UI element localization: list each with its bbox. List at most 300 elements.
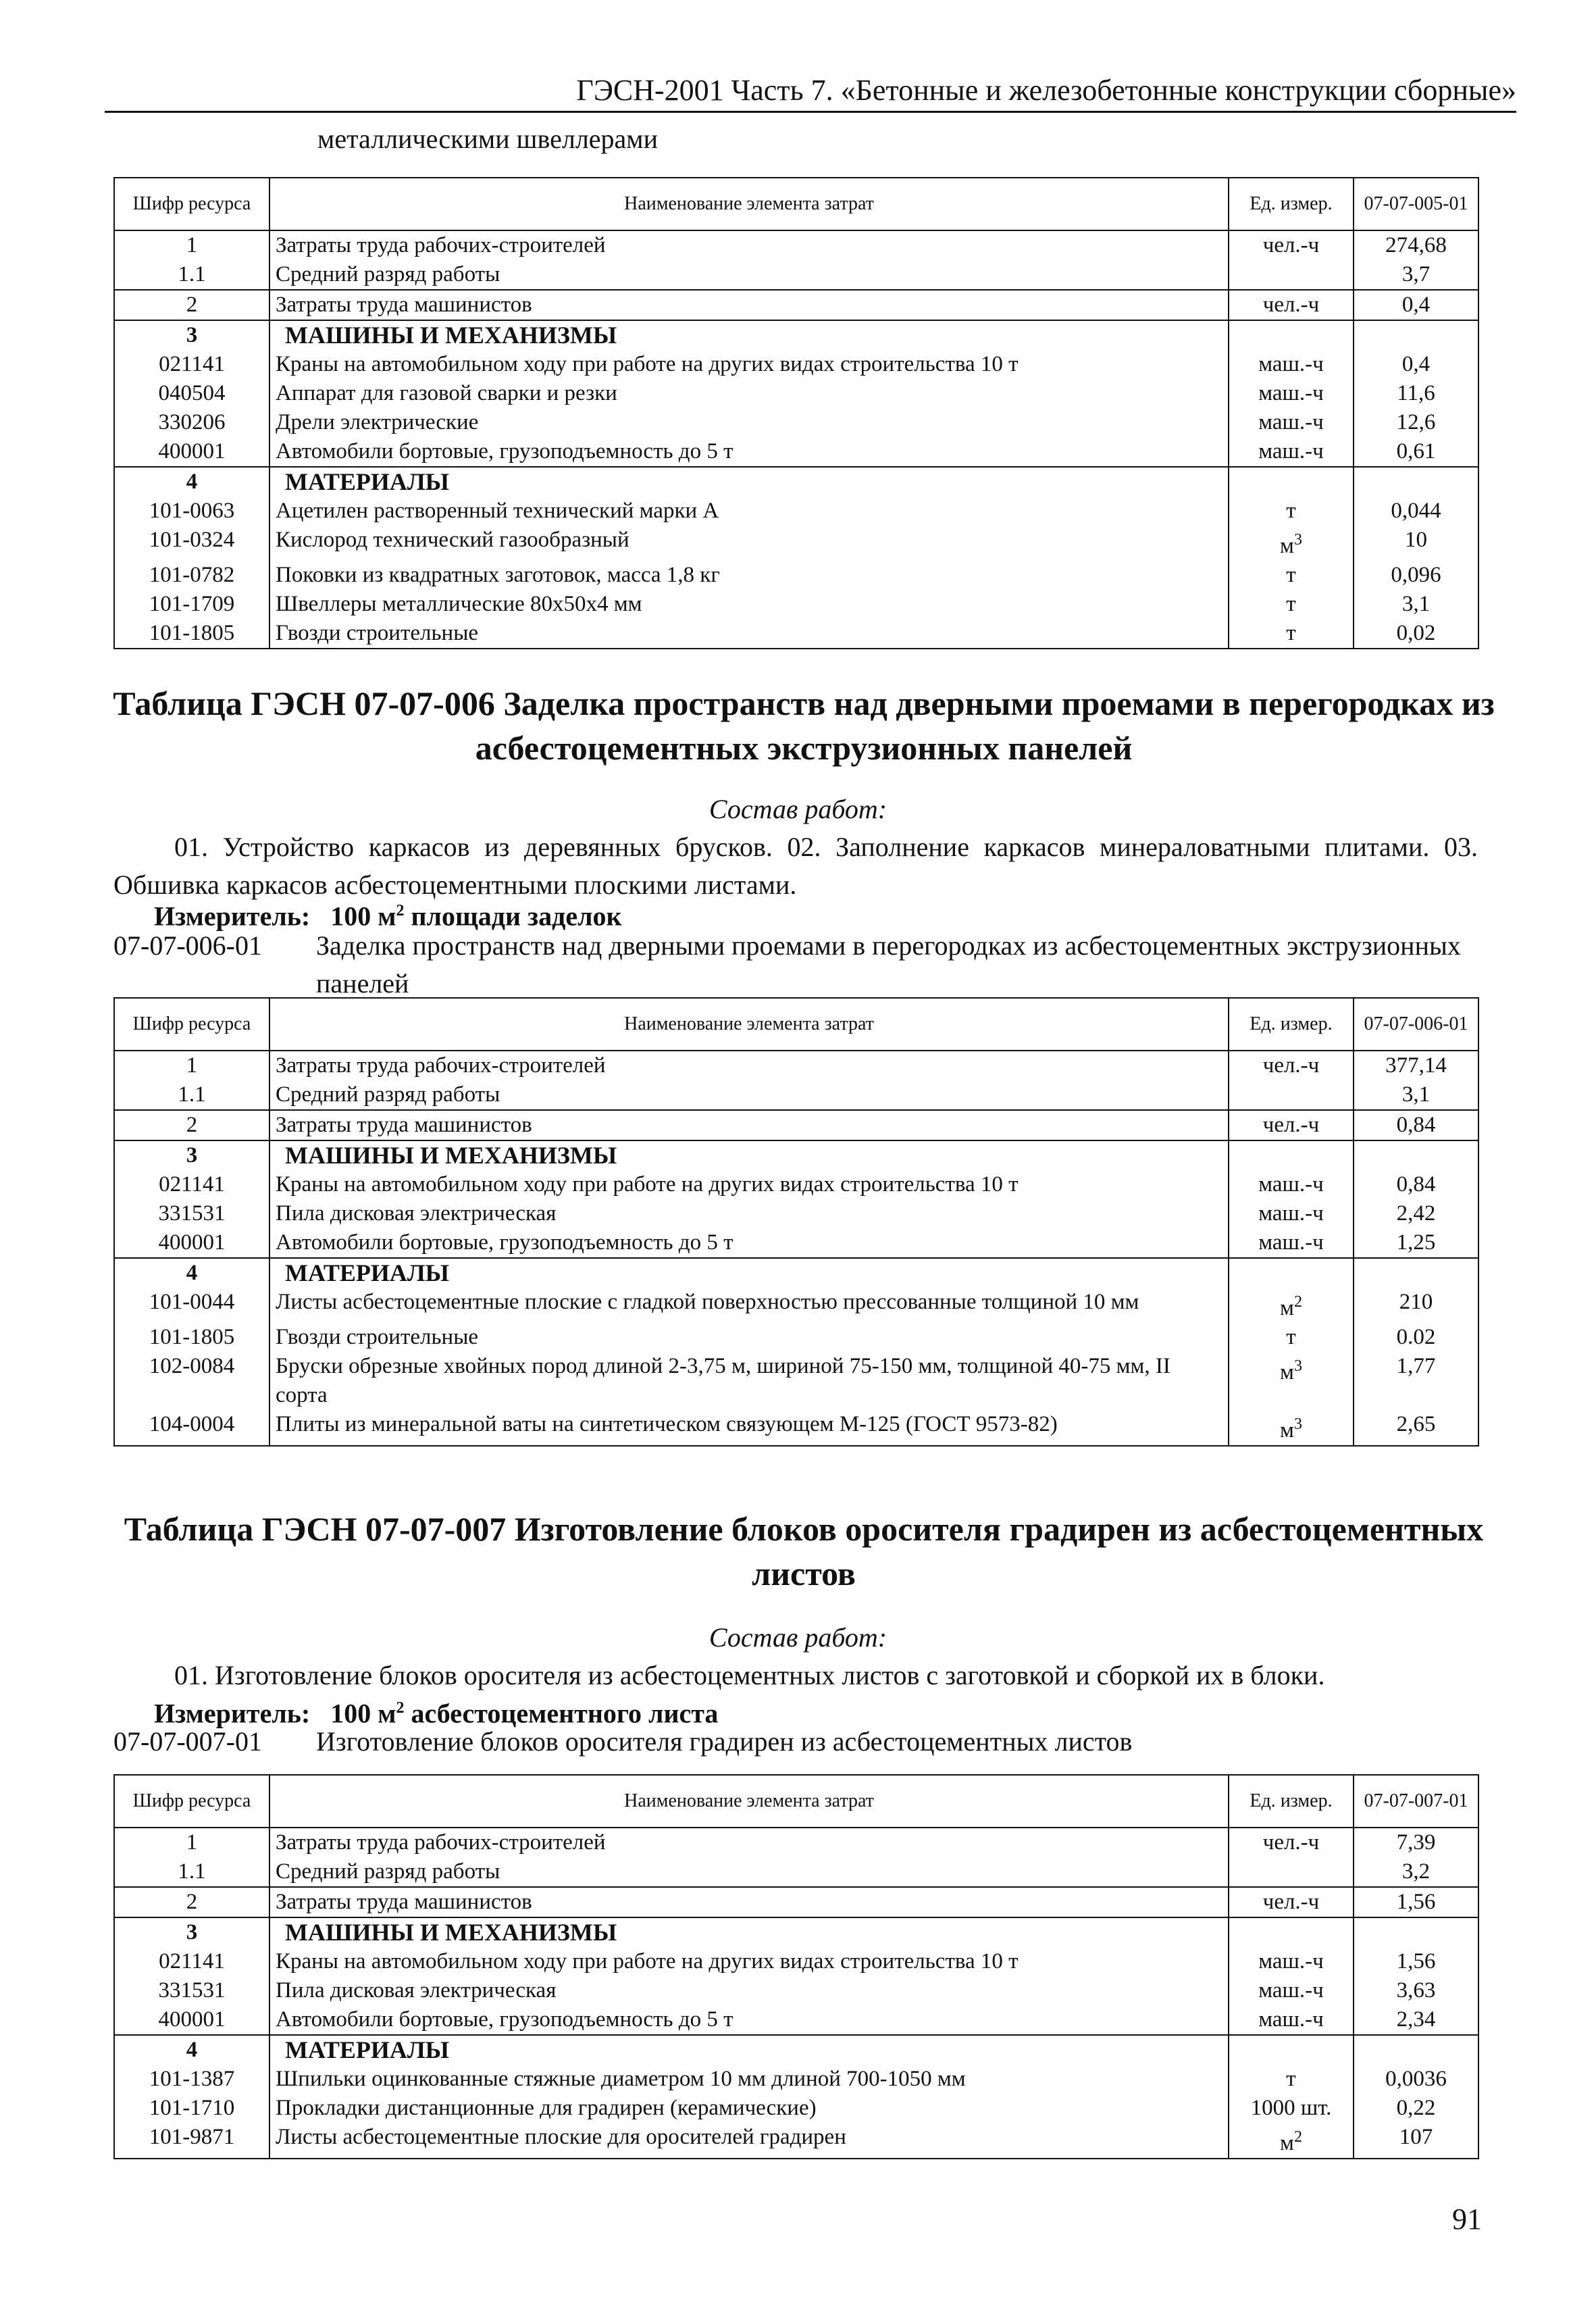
cell-unit bbox=[1229, 1288, 1354, 1323]
cell-name-text: МАТЕРИАЛЫ bbox=[285, 1259, 449, 1286]
cell-name bbox=[269, 561, 1229, 590]
section-title-07-07-006 bbox=[95, 681, 1513, 770]
cell-value bbox=[1354, 2094, 1478, 2123]
cell-value-text: 3,1 bbox=[1401, 592, 1431, 616]
resource-table-07-07-007 bbox=[113, 1774, 1479, 2159]
cell-code bbox=[114, 437, 269, 467]
cell-unit bbox=[1229, 2123, 1354, 2159]
unit-exponent: 2 bbox=[1293, 2128, 1302, 2146]
table-row bbox=[114, 2094, 1478, 2123]
table-row bbox=[114, 320, 1478, 350]
cell-code bbox=[114, 1828, 269, 1857]
cell-name bbox=[269, 619, 1229, 649]
cell-name-text: Автомобили бортовые, грузоподъемность до 5 т bbox=[276, 439, 733, 463]
cell-name-text: Прокладки дистанционные для градирен (керамические) bbox=[276, 2096, 817, 2120]
cell-value bbox=[1354, 1323, 1478, 1352]
cell-code bbox=[114, 1051, 269, 1080]
cell-value-text: 3,1 bbox=[1401, 1082, 1431, 1107]
page-number: 91 bbox=[1452, 2203, 1482, 2236]
unit-exponent: 2 bbox=[1293, 1293, 1302, 1311]
cell-value-text: 0,84 bbox=[1396, 1113, 1436, 1137]
cell-unit bbox=[1229, 1352, 1354, 1410]
cell-name-text: МАШИНЫ И МЕХАНИЗМЫ bbox=[285, 1919, 617, 1946]
cell-name bbox=[269, 1917, 1229, 1947]
cell-name bbox=[269, 1288, 1229, 1323]
cell-name-text: Затраты труда машинистов bbox=[276, 293, 532, 317]
cell-code-text: 1.1 bbox=[178, 262, 206, 286]
cell-name-text: Ацетилен растворенный технический марки А bbox=[276, 499, 719, 523]
table-row bbox=[114, 230, 1478, 260]
cell-value-text: 0,096 bbox=[1391, 563, 1441, 587]
cell-name bbox=[269, 2035, 1229, 2065]
table-row bbox=[114, 1323, 1478, 1352]
cell-value-text: 0.02 bbox=[1396, 1325, 1436, 1349]
cell-code-text: 101-1710 bbox=[149, 2096, 235, 2120]
cell-unit-text: маш.-ч bbox=[1258, 1172, 1324, 1197]
cell-value bbox=[1354, 1352, 1478, 1410]
cell-name bbox=[269, 320, 1229, 350]
continued-item-text: металлическими швеллерами bbox=[317, 124, 659, 154]
cell-unit bbox=[1229, 2094, 1354, 2123]
cell-name-text: Швеллеры металлические 80x50x4 мм bbox=[276, 592, 642, 616]
cell-value bbox=[1354, 1140, 1478, 1170]
cell-unit bbox=[1229, 1887, 1354, 1917]
section-title-line: асбестоцементных экструзионных панелей bbox=[475, 729, 1133, 767]
cell-code-text: 400001 bbox=[158, 439, 226, 463]
cell-name-text: Кислород технический газообразный bbox=[276, 528, 629, 552]
header-unit: Ед. измер. bbox=[1229, 178, 1354, 230]
cell-value-text: 7,39 bbox=[1396, 1830, 1436, 1855]
cell-code-text: 4 bbox=[186, 2038, 198, 2062]
cell-code-text: 331531 bbox=[158, 1201, 226, 1226]
cell-unit-text: м bbox=[1280, 534, 1294, 558]
cell-unit-text: т bbox=[1286, 563, 1296, 587]
measure-value: 100 м bbox=[330, 1698, 396, 1729]
cell-name bbox=[269, 1410, 1229, 1446]
table-row bbox=[114, 2123, 1478, 2159]
header-unit: Ед. измер. bbox=[1229, 1775, 1354, 1828]
cell-name bbox=[269, 1857, 1229, 1887]
header-norm-code: 07-07-006-01 bbox=[1354, 998, 1478, 1051]
table-row bbox=[114, 1110, 1478, 1140]
cell-code bbox=[114, 1857, 269, 1887]
cell-code bbox=[114, 1080, 269, 1110]
cell-name bbox=[269, 467, 1229, 497]
cell-value bbox=[1354, 497, 1478, 526]
cell-value-text: 0,4 bbox=[1401, 352, 1431, 376]
cell-value bbox=[1354, 2035, 1478, 2065]
resource-table-07-07-006 bbox=[113, 997, 1479, 1447]
cell-value bbox=[1354, 437, 1478, 467]
cell-name bbox=[269, 1258, 1229, 1288]
cell-unit-text: чел.-ч bbox=[1262, 233, 1320, 257]
table-row bbox=[114, 1288, 1478, 1323]
table-row bbox=[114, 467, 1478, 497]
cell-name-text: Пила дисковая электрическая bbox=[276, 1201, 557, 1226]
cell-value-text: 0,61 bbox=[1396, 439, 1436, 463]
cell-unit-text: т bbox=[1286, 2067, 1296, 2091]
cell-name-text: Бруски обрезные хвойных пород длиной 2-3,75 м, шириной 75-150 мм, толщиной 40-75 мм, II сорта bbox=[276, 1354, 1170, 1407]
cell-name bbox=[269, 350, 1229, 379]
cell-code bbox=[114, 290, 269, 320]
table-row bbox=[114, 2035, 1478, 2065]
measure-sup: 2 bbox=[396, 1699, 405, 1717]
cell-name-text: МАШИНЫ И МЕХАНИЗМЫ bbox=[285, 1142, 617, 1169]
cell-unit-text: маш.-ч bbox=[1258, 381, 1324, 405]
cell-name-text: Краны на автомобильном ходу при работе на других видах строительства 10 т bbox=[276, 1172, 1019, 1197]
header-code: Шифр ресурса bbox=[114, 1775, 269, 1828]
cell-code bbox=[114, 1887, 269, 1917]
unit-exponent: 3 bbox=[1293, 1415, 1302, 1433]
cell-name-text: Дрели электрические bbox=[276, 410, 479, 434]
cell-name bbox=[269, 590, 1229, 619]
cell-value bbox=[1354, 1857, 1478, 1887]
cell-unit-text: маш.-ч bbox=[1258, 410, 1324, 434]
cell-code-text: 330206 bbox=[158, 410, 226, 434]
cell-unit bbox=[1229, 1323, 1354, 1352]
cell-value bbox=[1354, 2123, 1478, 2159]
table-row bbox=[114, 1170, 1478, 1199]
cell-unit bbox=[1229, 2065, 1354, 2094]
table-header-row bbox=[114, 1775, 1478, 1828]
cell-name bbox=[269, 437, 1229, 467]
table-row bbox=[114, 350, 1478, 379]
cell-unit-text: т bbox=[1286, 621, 1296, 645]
cell-name bbox=[269, 1199, 1229, 1228]
cell-value bbox=[1354, 1110, 1478, 1140]
table-body bbox=[114, 230, 1478, 649]
measure-value: 100 м bbox=[330, 901, 396, 932]
cell-value-text: 1,56 bbox=[1396, 1949, 1436, 1973]
cell-code bbox=[114, 1947, 269, 1976]
cell-code bbox=[114, 2123, 269, 2159]
cell-value-text: 1,25 bbox=[1396, 1230, 1436, 1255]
cell-code bbox=[114, 1917, 269, 1947]
cell-code-text: 101-9871 bbox=[149, 2125, 235, 2149]
cell-unit bbox=[1229, 1051, 1354, 1080]
header-code: Шифр ресурса bbox=[114, 998, 269, 1051]
cell-name bbox=[269, 408, 1229, 437]
cell-code bbox=[114, 1110, 269, 1140]
cell-value-text: 0,044 bbox=[1391, 499, 1441, 523]
header-name: Наименование элемента затрат bbox=[269, 1775, 1229, 1828]
norm-item-code: 07-07-007-01 bbox=[113, 1726, 262, 1757]
cell-code-text: 4 bbox=[186, 470, 198, 494]
cell-unit-text: маш.-ч bbox=[1258, 2007, 1324, 2032]
cell-name-text: Аппарат для газовой сварки и резки bbox=[276, 381, 617, 405]
table-row bbox=[114, 497, 1478, 526]
cell-name-text: Средний разряд работы bbox=[276, 1082, 500, 1107]
cell-unit bbox=[1229, 1828, 1354, 1857]
table-row bbox=[114, 590, 1478, 619]
cell-code bbox=[114, 1140, 269, 1170]
cell-value-text: 2,34 bbox=[1396, 2007, 1436, 2032]
cell-unit-text: маш.-ч bbox=[1258, 1978, 1324, 2003]
cell-name-text: Поковки из квадратных заготовок, масса 1,8 кг bbox=[276, 563, 720, 587]
cell-code bbox=[114, 2035, 269, 2065]
cell-value-text: 0,4 bbox=[1401, 293, 1431, 317]
table-row bbox=[114, 1199, 1478, 1228]
cell-code-text: 3 bbox=[186, 1920, 198, 1944]
table-row bbox=[114, 379, 1478, 408]
cell-name-text: Затраты труда рабочих-строителей bbox=[276, 233, 606, 257]
header-norm-code: 07-07-007-01 bbox=[1354, 1775, 1478, 1828]
norm-item-code: 07-07-006-01 bbox=[113, 930, 262, 961]
cell-value-text: 377,14 bbox=[1385, 1053, 1447, 1078]
cell-name bbox=[269, 260, 1229, 290]
cell-value-text: 3,7 bbox=[1401, 262, 1431, 286]
cell-name bbox=[269, 1976, 1229, 2005]
cell-value-text: 0,02 bbox=[1396, 621, 1436, 645]
cell-code bbox=[114, 1258, 269, 1288]
table-row bbox=[114, 526, 1478, 561]
cell-unit bbox=[1229, 260, 1354, 290]
cell-name bbox=[269, 1051, 1229, 1080]
cell-unit-text: маш.-ч bbox=[1258, 1201, 1324, 1226]
cell-value bbox=[1354, 350, 1478, 379]
running-header: ГЭСН-2001 Часть 7. «Бетонные и железобетонные конструкции сборные» bbox=[105, 70, 1516, 113]
table-row bbox=[114, 1258, 1478, 1288]
cell-value bbox=[1354, 1258, 1478, 1288]
header-norm-code: 07-07-005-01 bbox=[1354, 178, 1478, 230]
table-row bbox=[114, 1140, 1478, 1170]
norm-item-name: Изготовление блоков оросителя градирен из асбестоцементных листов bbox=[316, 1726, 1133, 1757]
cell-unit bbox=[1229, 408, 1354, 437]
table-row bbox=[114, 561, 1478, 590]
unit-exponent: 3 bbox=[1293, 1357, 1302, 1375]
unit-exponent: 3 bbox=[1293, 531, 1302, 549]
work-composition-label: Состав работ: bbox=[709, 794, 887, 824]
resource-table-07-07-005 bbox=[113, 177, 1479, 649]
cell-name-text: Затраты труда рабочих-строителей bbox=[276, 1830, 606, 1855]
table-row bbox=[114, 1857, 1478, 1887]
table-row bbox=[114, 1080, 1478, 1110]
cell-name-text: Средний разряд работы bbox=[276, 1859, 500, 1884]
table-row bbox=[114, 1410, 1478, 1446]
cell-unit bbox=[1229, 290, 1354, 320]
cell-value bbox=[1354, 2065, 1478, 2094]
header-unit: Ед. измер. bbox=[1229, 998, 1354, 1051]
cell-code bbox=[114, 320, 269, 350]
cell-unit bbox=[1229, 561, 1354, 590]
cell-value bbox=[1354, 320, 1478, 350]
cell-code-text: 1.1 bbox=[178, 1082, 206, 1107]
cell-name bbox=[269, 2005, 1229, 2035]
cell-unit bbox=[1229, 1228, 1354, 1258]
cell-code-text: 1 bbox=[186, 1053, 198, 1078]
cell-code bbox=[114, 467, 269, 497]
cell-code bbox=[114, 379, 269, 408]
cell-value-text: 210 bbox=[1399, 1290, 1433, 1314]
table-row bbox=[114, 437, 1478, 467]
cell-unit bbox=[1229, 2035, 1354, 2065]
cell-name-text: Краны на автомобильном ходу при работе на других видах строительства 10 т bbox=[276, 1949, 1019, 1973]
cell-unit bbox=[1229, 590, 1354, 619]
norm-item-name: Заделка пространств над дверными проемами в перегородках из асбестоцементных экструзионных панелей bbox=[316, 930, 1461, 999]
cell-code-text: 1 bbox=[186, 233, 198, 257]
cell-unit bbox=[1229, 437, 1354, 467]
cell-code bbox=[114, 2005, 269, 2035]
table-row bbox=[114, 619, 1478, 649]
cell-unit-text: чел.-ч bbox=[1262, 1113, 1320, 1137]
cell-code bbox=[114, 1976, 269, 2005]
cell-name bbox=[269, 526, 1229, 561]
cell-unit-text: маш.-ч bbox=[1258, 1949, 1324, 1973]
measure-label: Измеритель: bbox=[154, 901, 311, 932]
cell-value-text: 1,77 bbox=[1396, 1354, 1436, 1378]
cell-value bbox=[1354, 1051, 1478, 1080]
cell-code-text: 101-1387 bbox=[149, 2067, 235, 2091]
cell-unit-text: маш.-ч bbox=[1258, 352, 1324, 376]
cell-code bbox=[114, 1199, 269, 1228]
work-composition-text: 01. Устройство каркасов из деревянных брусков. 02. Заполнение каркасов минераловатными плитами. 03. Обшивка каркасов асбестоцементными плоскими листами. bbox=[113, 832, 1478, 900]
cell-value bbox=[1354, 1199, 1478, 1228]
cell-unit-text: т bbox=[1286, 499, 1296, 523]
cell-code bbox=[114, 408, 269, 437]
cell-code bbox=[114, 497, 269, 526]
cell-value bbox=[1354, 1170, 1478, 1199]
cell-name bbox=[269, 1323, 1229, 1352]
cell-name-text: Листы асбестоцементные плоские для оросителей градирен bbox=[276, 2125, 846, 2149]
cell-value bbox=[1354, 590, 1478, 619]
cell-value-text: 10 bbox=[1405, 528, 1427, 552]
cell-name-text: Листы асбестоцементные плоские с гладкой поверхностью прессованные толщиной 10 мм bbox=[276, 1290, 1139, 1314]
header-name: Наименование элемента затрат bbox=[269, 998, 1229, 1051]
work-composition-label: Состав работ: bbox=[709, 1622, 887, 1653]
cell-code bbox=[114, 1170, 269, 1199]
cell-unit bbox=[1229, 230, 1354, 260]
table-row bbox=[114, 1976, 1478, 2005]
cell-value bbox=[1354, 379, 1478, 408]
table-body bbox=[114, 1828, 1478, 2159]
cell-code bbox=[114, 230, 269, 260]
cell-code bbox=[114, 260, 269, 290]
cell-name-text: Средний разряд работы bbox=[276, 262, 500, 286]
section-title-line: Таблица ГЭСН 07-07-006 Заделка пространств над дверными проемами в перегородках из bbox=[113, 684, 1495, 722]
cell-name-text: МАТЕРИАЛЫ bbox=[285, 2036, 449, 2063]
cell-name-text: Затраты труда машинистов bbox=[276, 1113, 532, 1137]
cell-value-text: 274,68 bbox=[1385, 233, 1447, 257]
cell-unit bbox=[1229, 1410, 1354, 1446]
section-title-07-07-007 bbox=[95, 1507, 1513, 1596]
cell-unit-text: маш.-ч bbox=[1258, 439, 1324, 463]
cell-name-text: Затраты труда машинистов bbox=[276, 1890, 532, 1914]
cell-value bbox=[1354, 1887, 1478, 1917]
cell-unit-text: чел.-ч bbox=[1262, 1830, 1320, 1855]
cell-code-text: 400001 bbox=[158, 1230, 226, 1255]
cell-value bbox=[1354, 1917, 1478, 1947]
work-composition-text: 01. Изготовление блоков оросителя из асбестоцементных листов с заготовкой и сборкой их в блоки. bbox=[174, 1660, 1325, 1690]
cell-unit-text: м bbox=[1280, 1296, 1294, 1320]
cell-code-text: 2 bbox=[186, 1113, 198, 1137]
norm-item bbox=[113, 1723, 1478, 1761]
cell-code-text: 101-0782 bbox=[149, 563, 235, 587]
cell-unit-text: м bbox=[1280, 1360, 1294, 1384]
cell-value bbox=[1354, 1288, 1478, 1323]
cell-code-text: 021141 bbox=[159, 1172, 225, 1197]
cell-value bbox=[1354, 408, 1478, 437]
cell-name-text: Автомобили бортовые, грузоподъемность до 5 т bbox=[276, 2007, 733, 2032]
cell-unit-text: чел.-ч bbox=[1262, 1053, 1320, 1078]
cell-value-text: 1,56 bbox=[1396, 1890, 1436, 1914]
cell-code bbox=[114, 2094, 269, 2123]
table-row bbox=[114, 2005, 1478, 2035]
cell-code-text: 040504 bbox=[158, 381, 226, 405]
cell-value-text: 11,6 bbox=[1397, 381, 1435, 405]
cell-value-text: 3,2 bbox=[1401, 1859, 1431, 1884]
cell-code-text: 101-0324 bbox=[149, 528, 235, 552]
cell-code-text: 101-1805 bbox=[149, 1325, 235, 1349]
cell-unit-text: 1000 шт. bbox=[1250, 2096, 1332, 2120]
norm-item bbox=[113, 927, 1478, 1003]
cell-unit bbox=[1229, 1170, 1354, 1199]
header-code: Шифр ресурса bbox=[114, 178, 269, 230]
cell-name-text: Автомобили бортовые, грузоподъемность до 5 т bbox=[276, 1230, 733, 1255]
cell-code-text: 1.1 bbox=[178, 1859, 206, 1884]
cell-value bbox=[1354, 260, 1478, 290]
cell-value bbox=[1354, 1976, 1478, 2005]
cell-unit-text: м bbox=[1280, 1418, 1294, 1442]
cell-value bbox=[1354, 1947, 1478, 1976]
cell-code-text: 102-0084 bbox=[149, 1354, 235, 1378]
cell-code-text: 104-0004 bbox=[149, 1412, 235, 1436]
cell-value bbox=[1354, 290, 1478, 320]
table-row bbox=[114, 1352, 1478, 1410]
cell-name bbox=[269, 1828, 1229, 1857]
cell-name bbox=[269, 2094, 1229, 2123]
cell-value bbox=[1354, 230, 1478, 260]
table-row bbox=[114, 260, 1478, 290]
cell-code bbox=[114, 590, 269, 619]
cell-code-text: 3 bbox=[186, 323, 198, 347]
cell-name bbox=[269, 2065, 1229, 2094]
cell-unit bbox=[1229, 467, 1354, 497]
cell-unit bbox=[1229, 350, 1354, 379]
cell-value bbox=[1354, 1828, 1478, 1857]
cell-unit bbox=[1229, 1976, 1354, 2005]
cell-code-text: 3 bbox=[186, 1143, 198, 1167]
cell-unit bbox=[1229, 2005, 1354, 2035]
cell-unit-text: маш.-ч bbox=[1258, 1230, 1324, 1255]
cell-value bbox=[1354, 467, 1478, 497]
cell-code-text: 021141 bbox=[159, 1949, 225, 1973]
cell-unit bbox=[1229, 1110, 1354, 1140]
table-row bbox=[114, 408, 1478, 437]
cell-name bbox=[269, 1170, 1229, 1199]
cell-name bbox=[269, 1947, 1229, 1976]
cell-unit bbox=[1229, 1857, 1354, 1887]
cell-unit bbox=[1229, 497, 1354, 526]
cell-code-text: 101-0044 bbox=[149, 1290, 235, 1314]
cell-code bbox=[114, 1228, 269, 1258]
table-row bbox=[114, 1828, 1478, 1857]
cell-code bbox=[114, 1410, 269, 1446]
cell-name bbox=[269, 230, 1229, 260]
cell-code bbox=[114, 1352, 269, 1410]
cell-unit-text: т bbox=[1286, 1325, 1296, 1349]
cell-unit bbox=[1229, 1080, 1354, 1110]
cell-unit-text: чел.-ч bbox=[1262, 1890, 1320, 1914]
cell-value-text: 0,84 bbox=[1396, 1172, 1436, 1197]
cell-unit bbox=[1229, 1140, 1354, 1170]
measure-label: Измеритель: bbox=[154, 1698, 311, 1729]
cell-name bbox=[269, 1140, 1229, 1170]
cell-unit-text: чел.-ч bbox=[1262, 293, 1320, 317]
cell-unit bbox=[1229, 1917, 1354, 1947]
cell-name bbox=[269, 2123, 1229, 2159]
table-row bbox=[114, 290, 1478, 320]
cell-unit-text: м bbox=[1280, 2131, 1294, 2155]
